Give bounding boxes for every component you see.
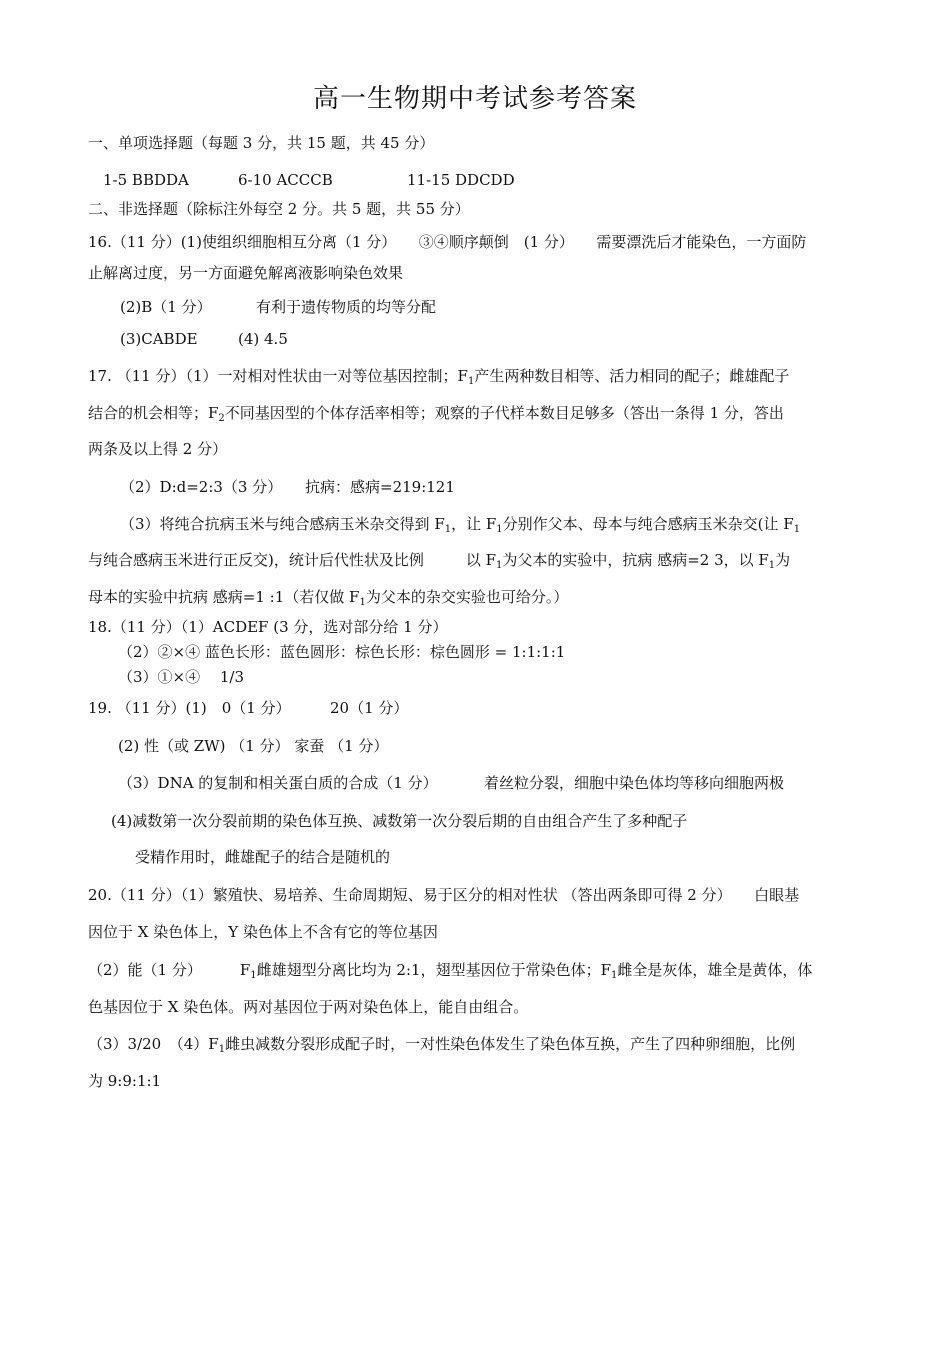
q20-line-6: 为 9:9:1:1 [88, 1072, 162, 1090]
q20-line-3 [88, 960, 812, 980]
q17-l2-subscript: 2 [218, 413, 225, 424]
section2-heading: 二、非选择题（除标注外每空 2 分。共 5 题，共 55 分） [88, 200, 470, 218]
q16-answer-4: (4) 4.5 [238, 330, 288, 348]
q17-l7-subscript: 1 [359, 597, 366, 608]
q18-line-2: （2）②×④ 蓝色长形：蓝色圆形：棕色长形：棕色圆形 = 1:1:1:1 [118, 643, 566, 661]
q18-line-3: （3）①×④ 1/3 [118, 668, 245, 686]
answer-group-2: 6-10 ACCCB [238, 171, 333, 189]
q20-l3-subscript-2: 1 [610, 970, 618, 981]
q16-answer-2-reason: 有利于遗传物质的均等分配 [256, 298, 437, 316]
q19-line-1-b: 20（1 分） [330, 699, 409, 717]
q17-l6-subscript-1: 1 [496, 560, 503, 571]
answer-group-3: 11-15 DDCDD [407, 171, 515, 189]
answer-group-1: 1-5 BBDDA [103, 171, 189, 189]
q17-l5-subscript-3: 1 [793, 524, 801, 535]
q17-l5-text-c: 分别作父本、母本与纯合感病玉米杂交(让 F [502, 515, 794, 533]
q17-answer-2: （2）D:d=2:3（3 分） [120, 478, 283, 496]
q17-line-2 [88, 403, 784, 423]
q17-l2-text-a: 结合的机会相等；F [88, 404, 219, 422]
q17-answer-2-ratio: 抗病：感病=219:121 [305, 478, 455, 496]
q19-line-2: (2) 性（或 ZW) （1 分） 家蚕 （1 分） [118, 737, 389, 755]
q20-l5-text-a: （3）3/20 （4）F [88, 1035, 219, 1053]
q17-l5-subscript-1: 1 [444, 524, 452, 535]
q17-l6-text-c: 为父本的实验中，抗病 感病=2 3，以 F [502, 551, 769, 569]
section1-heading: 一、单项选择题（每题 3 分，共 15 题，共 45 分） [88, 134, 435, 152]
q20-line-5 [88, 1034, 795, 1054]
q17-l5-subscript-2: 1 [496, 524, 503, 535]
q20-l5-text-b: 雌虫减数分裂形成配子时，一对性染色体发生了染色体互换，产生了四种卵细胞，比例 [225, 1035, 796, 1053]
q17-l1-text-b: 产生两种数目相等、活力相同的配子；雌雄配子 [474, 367, 790, 385]
q20-line-4: 色基因位于 X 染色体。两对基因位于两对染色体上，能自由组合。 [88, 998, 529, 1016]
q17-l6-text-d: 为 [775, 551, 791, 569]
q16-answer-2: (2)B（1 分） [120, 298, 212, 316]
q17-l6-text-b: 以 F [465, 551, 497, 569]
q16-line-1: 16.（11 分）(1)使组织细胞相互分离（1 分） ③④顺序颠倒 (1 分） 需要漂洗后才能染色，一方面防 [88, 233, 807, 251]
q16-line-2: 止解离过度，另一方面避免解离液影响染色效果 [88, 264, 404, 282]
page-title: 高一生物期中考试参考答案 [312, 84, 637, 114]
q20-l3-subscript-1: 1 [250, 970, 257, 981]
q19-line-3: （3）DNA 的复制和相关蛋白质的合成（1 分） [118, 774, 438, 792]
q17-line-7 [88, 587, 568, 607]
q17-l6-text-a: 与纯合感病玉米进行正反交)，统计后代性状及比例 [88, 551, 424, 569]
q17-line-6 [88, 550, 790, 570]
q17-l7-text-a: 母本的实验中抗病 感病=1 :1（若仅做 F [88, 588, 360, 606]
q19-line-1: 19. （11 分）(1) 0（1 分） [88, 699, 291, 717]
q17-l5-text-a: （3）将纯合抗病玉米与纯合感病玉米杂交得到 F [120, 515, 445, 533]
q20-l3-text-c: 雌雄翅型分离比均为 2:1，翅型基因位于常染色体；F [256, 961, 611, 979]
q19-line-5: 受精作用时，雌雄配子的结合是随机的 [135, 848, 391, 866]
q17-l1-text-a: 17. （11 分）（1）一对相对性状由一对等位基因控制；F [88, 367, 468, 385]
q17-l2-text-b: 不同基因型的个体存活率相等；观察的子代样本数目足够多（答出一条得 1 分，答出 [224, 404, 784, 422]
q18-line-1: 18.（11 分）（1）ACDEF (3 分，选对部分给 1 分） [88, 618, 448, 636]
q20-l3-text-b: F [239, 961, 251, 979]
q17-l5-text-b: ，让 F [451, 515, 497, 533]
q16-answer-3: (3)CABDE [120, 330, 198, 348]
q17-l6-subscript-2: 1 [768, 560, 776, 571]
q20-l3-text-d: 雌全是灰体，雄全是黄体，体 [617, 961, 813, 979]
q20-l3-text-a: （2）能（1 分） [88, 961, 202, 979]
q19-line-3-b: 着丝粒分裂，细胞中染色体均等移向细胞两极 [484, 774, 785, 792]
q17-line-5 [120, 514, 800, 534]
q17-line-3: 两条及以上得 2 分） [88, 440, 228, 458]
q17-l7-text-b: 为父本的杂交实验也可给分。） [365, 588, 569, 606]
q20-l5-subscript: 1 [218, 1044, 226, 1055]
q17-l1-subscript: 1 [467, 376, 475, 387]
q17-line-1 [88, 366, 789, 386]
q20-line-1: 20.（11 分）（1）繁殖快、易培养、生命周期短、易于区分的相对性状 （答出两条即可得 2 分） 白眼基 [88, 886, 800, 904]
q19-line-4: (4)减数第一次分裂前期的染色体互换、减数第一次分裂后期的自由组合产生了多种配子 [111, 812, 688, 830]
q20-line-2: 因位于 X 染色体上，Y 染色体上不含有它的等位基因 [88, 923, 438, 941]
